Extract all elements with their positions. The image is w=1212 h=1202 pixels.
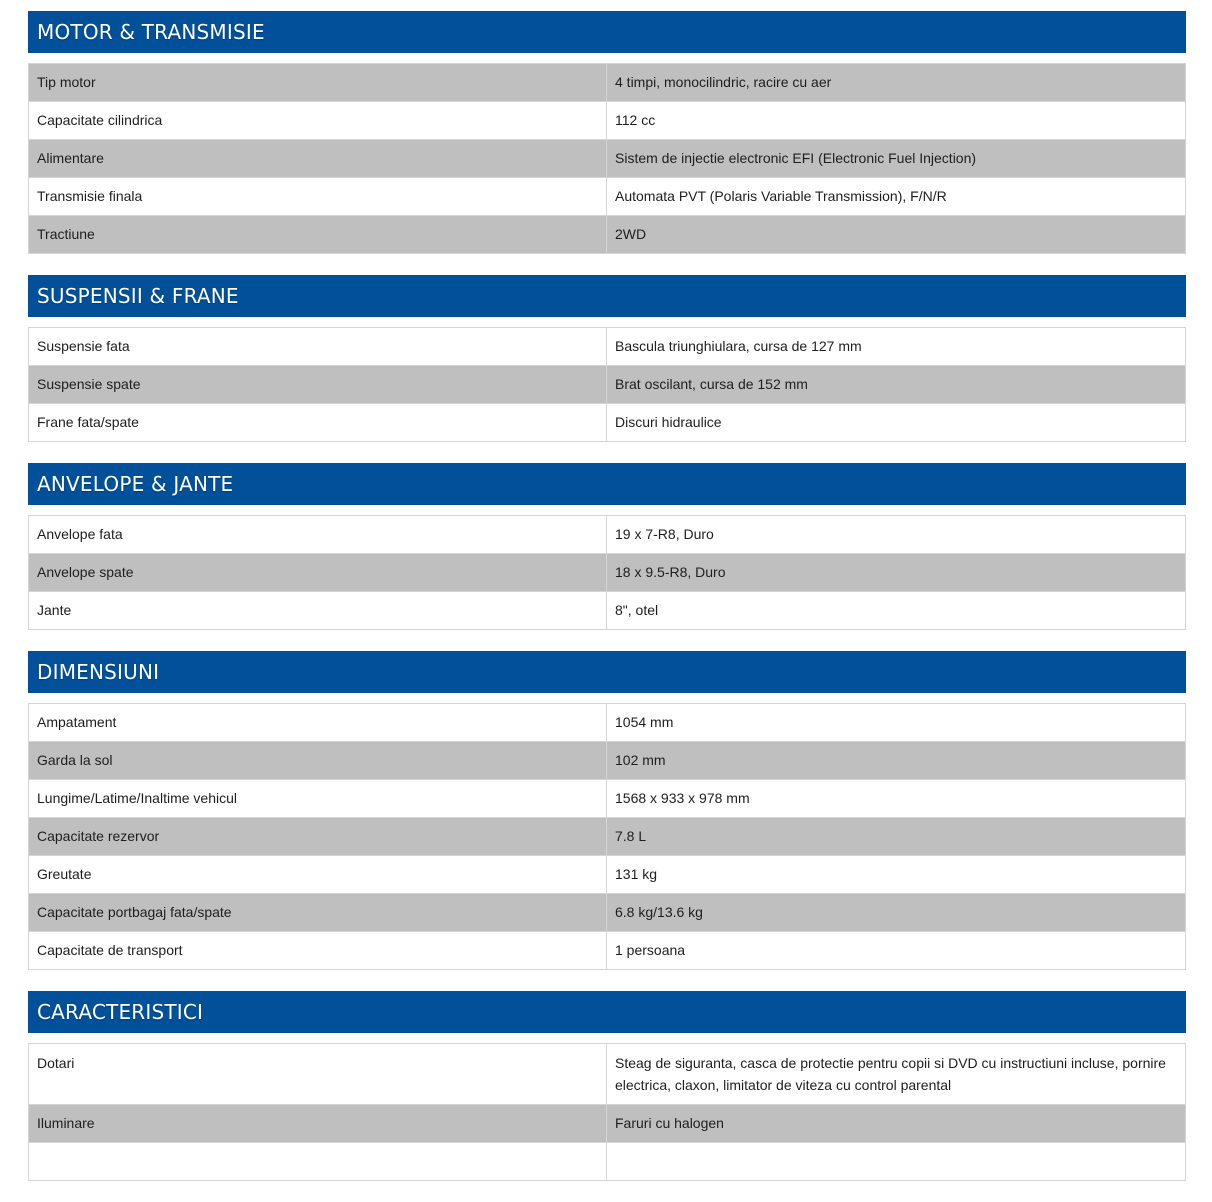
spec-label: Capacitate cilindrica <box>29 102 607 139</box>
spec-value: Bascula triunghiulara, cursa de 127 mm <box>615 338 862 354</box>
spec-label: Greutate <box>29 856 607 893</box>
spec-label <box>29 1143 607 1180</box>
spec-row <box>29 327 1185 365</box>
spec-table <box>28 703 1186 970</box>
spec-label: Dotari <box>29 1044 607 1104</box>
spec-value: Sistem de injectie electronic EFI (Electronic Fuel Injection) <box>615 150 977 166</box>
spec-value <box>607 1143 1185 1180</box>
spec-label: Lungime/Latime/Inaltime vehicul <box>29 780 607 817</box>
section-header <box>28 275 1186 317</box>
spec-row <box>29 1104 1185 1142</box>
spec-row <box>29 893 1185 931</box>
spec-row <box>29 553 1185 591</box>
spec-label: Garda la sol <box>29 742 607 779</box>
spec-value: 7.8 L <box>615 828 647 844</box>
spec-section <box>28 275 1186 442</box>
spec-value: Brat oscilant, cursa de 152 mm <box>615 376 808 392</box>
spec-table <box>28 63 1186 254</box>
section-header <box>28 463 1186 505</box>
section-title: MOTOR & TRANSMISIE <box>37 20 265 44</box>
spec-row <box>29 63 1185 101</box>
spec-row <box>29 855 1185 893</box>
spec-row <box>29 1142 1185 1180</box>
spec-section <box>28 651 1186 970</box>
spec-row <box>29 215 1185 253</box>
spec-section <box>28 463 1186 630</box>
spec-row <box>29 817 1185 855</box>
spec-label: Alimentare <box>29 140 607 177</box>
spec-table <box>28 1043 1186 1181</box>
spec-value: 4 timpi, monocilindric, racire cu aer <box>615 74 832 90</box>
spec-row <box>29 779 1185 817</box>
section-title: SUSPENSII & FRANE <box>37 284 239 308</box>
spec-label: Frane fata/spate <box>29 404 607 441</box>
spec-value: 6.8 kg/13.6 kg <box>615 904 703 920</box>
spec-label: Capacitate rezervor <box>29 818 607 855</box>
section-header <box>28 11 1186 53</box>
spec-value: 112 cc <box>615 112 656 128</box>
spec-row <box>29 515 1185 553</box>
spec-table <box>28 515 1186 630</box>
spec-value: Automata PVT (Polaris Variable Transmission), F/N/R <box>615 188 947 204</box>
spec-row <box>29 139 1185 177</box>
spec-value: 131 kg <box>615 866 658 882</box>
spec-row <box>29 931 1185 969</box>
spec-label: Ampatament <box>29 704 607 741</box>
section-header <box>28 991 1186 1033</box>
spec-row <box>29 703 1185 741</box>
spec-row <box>29 101 1185 139</box>
spec-label: Anvelope fata <box>29 516 607 553</box>
spec-label: Suspensie fata <box>29 328 607 365</box>
spec-label: Anvelope spate <box>29 554 607 591</box>
spec-value: 102 mm <box>615 752 666 768</box>
spec-label: Capacitate portbagaj fata/spate <box>29 894 607 931</box>
spec-value: Faruri cu halogen <box>615 1115 724 1131</box>
section-title: ANVELOPE & JANTE <box>37 472 234 496</box>
spec-label: Capacitate de transport <box>29 932 607 969</box>
section-title: CARACTERISTICI <box>37 1000 204 1024</box>
spec-row <box>29 403 1185 441</box>
spec-label: Suspensie spate <box>29 366 607 403</box>
spec-value: 1568 x 933 x 978 mm <box>615 790 750 806</box>
spec-label: Tractiune <box>29 216 607 253</box>
spec-label: Transmisie finala <box>29 178 607 215</box>
spec-sheet <box>28 11 1186 1202</box>
spec-value: 2WD <box>615 226 647 242</box>
spec-value: 1054 mm <box>615 714 674 730</box>
spec-row <box>29 365 1185 403</box>
spec-value: 1 persoana <box>615 942 686 958</box>
spec-row <box>29 1043 1185 1104</box>
spec-label: Jante <box>29 592 607 629</box>
spec-row <box>29 177 1185 215</box>
spec-label: Tip motor <box>29 64 607 101</box>
spec-value: 18 x 9.5-R8, Duro <box>615 564 726 580</box>
spec-value: 8", otel <box>615 602 659 618</box>
spec-value: Steag de siguranta, casca de protectie pentru copii si DVD cu instructiuni incluse, pornire electrica, claxon, limitator de viteza cu control parental <box>615 1055 1166 1093</box>
spec-row <box>29 591 1185 629</box>
spec-value: Discuri hidraulice <box>615 414 722 430</box>
spec-row <box>29 741 1185 779</box>
spec-value: 19 x 7-R8, Duro <box>615 526 714 542</box>
spec-section <box>28 11 1186 254</box>
spec-label: Iluminare <box>29 1105 607 1142</box>
section-title: DIMENSIUNI <box>37 660 160 684</box>
spec-table <box>28 327 1186 442</box>
section-header <box>28 651 1186 693</box>
